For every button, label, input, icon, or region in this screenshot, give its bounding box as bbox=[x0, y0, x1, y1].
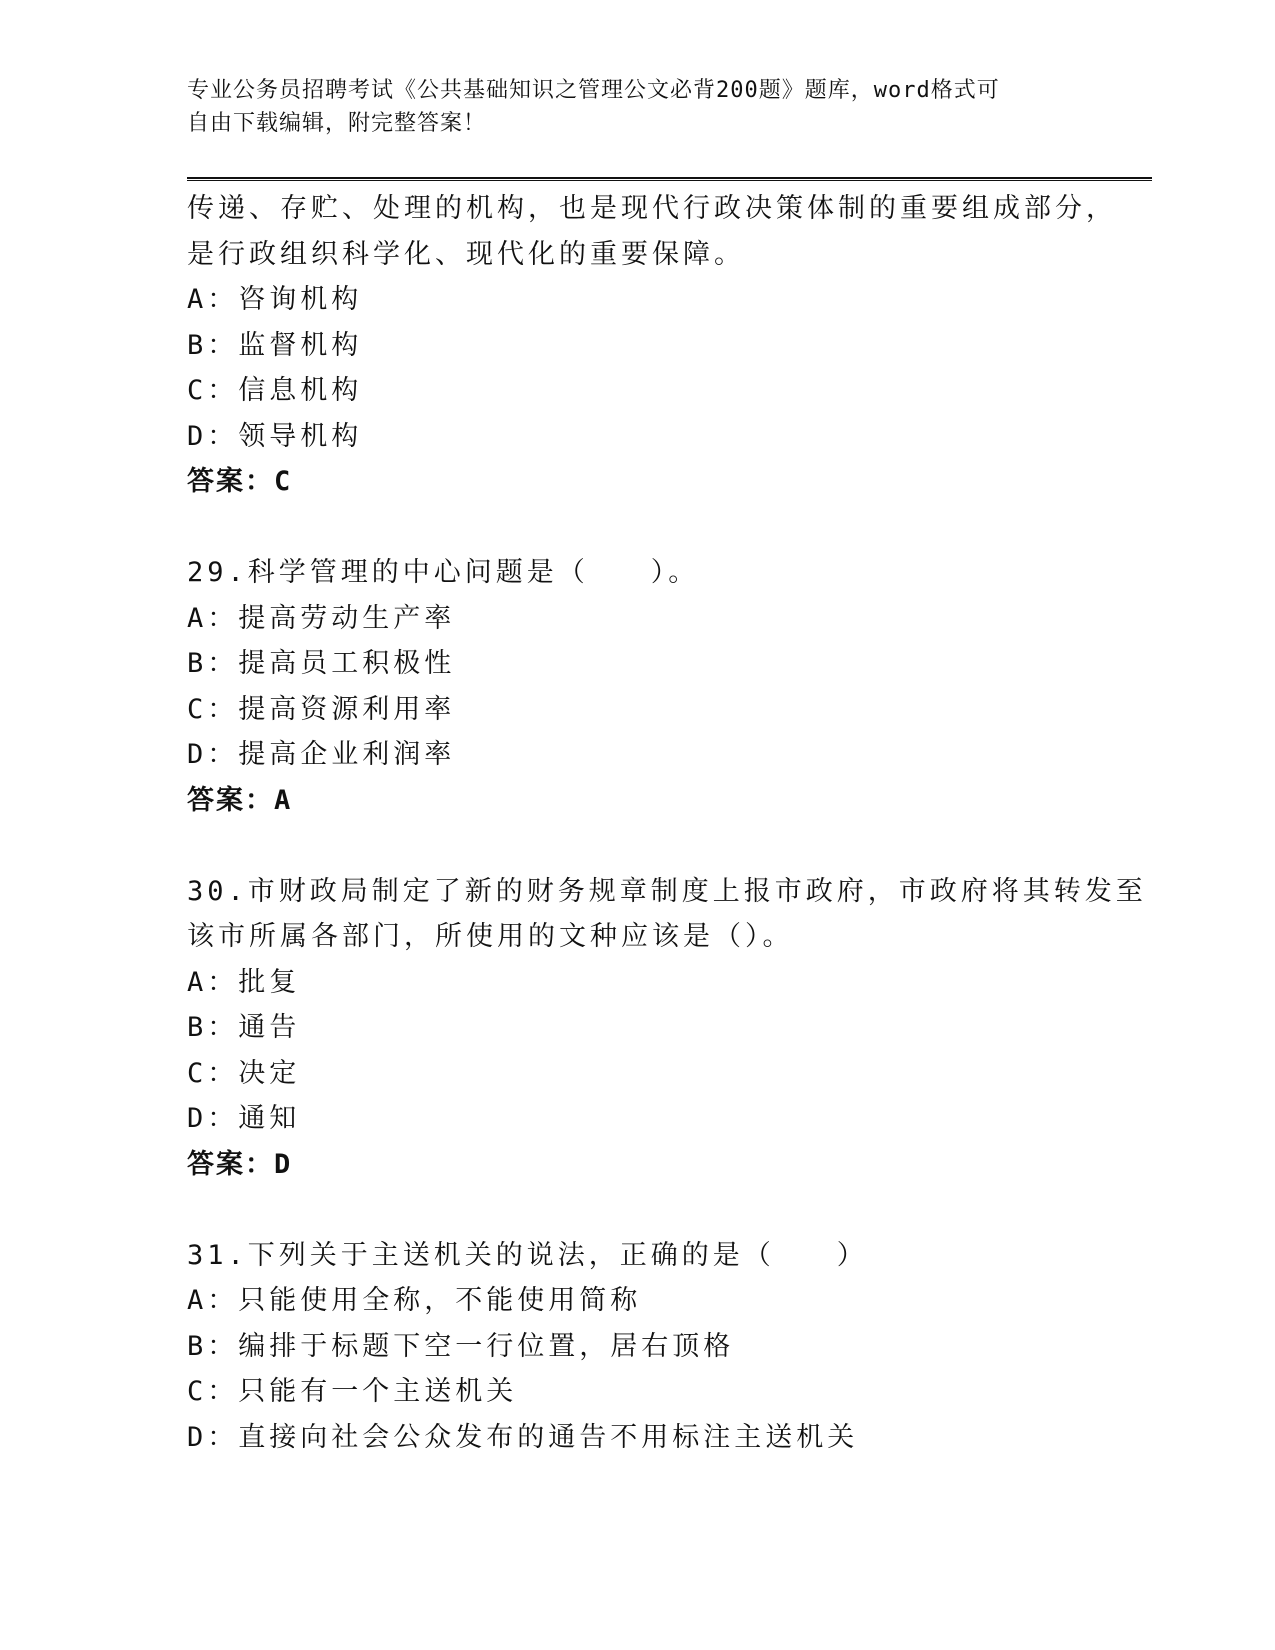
page-header bbox=[187, 74, 1087, 140]
option-c: C：决定 bbox=[187, 1057, 301, 1089]
spacer bbox=[187, 823, 1152, 869]
question-29 bbox=[187, 550, 1152, 823]
question-stem: 31.下列关于主送机关的说法，正确的是（ ） bbox=[187, 1239, 868, 1271]
question-list bbox=[187, 186, 1152, 1460]
option-b: B：通告 bbox=[187, 1012, 301, 1043]
question-30 bbox=[187, 869, 1152, 1188]
option-d: D：直接向社会公众发布的通告不用标注主送机关 bbox=[187, 1421, 859, 1453]
question-31 bbox=[187, 1233, 1152, 1461]
option-b: B：编排于标题下空一行位置，居右顶格 bbox=[187, 1330, 735, 1362]
option-c: C：只能有一个主送机关 bbox=[187, 1376, 518, 1407]
option-a: A：提高劳动生产率 bbox=[187, 602, 456, 634]
option-b: B：监督机构 bbox=[187, 329, 363, 361]
option-d: D：提高企业利润率 bbox=[187, 739, 456, 770]
answer: 答案：A bbox=[187, 784, 293, 816]
question-stem: 该市所属各部门，所使用的文种应该是（）。 bbox=[187, 921, 794, 952]
header-line-2: 自由下载编辑，附完整答案！ bbox=[187, 111, 487, 136]
option-d: D：领导机构 bbox=[187, 420, 363, 452]
answer: 答案：D bbox=[187, 1148, 293, 1180]
answer: 答案：C bbox=[187, 466, 293, 497]
spacer bbox=[187, 1187, 1152, 1233]
option-a: A：咨询机构 bbox=[187, 284, 363, 315]
option-c: C：信息机构 bbox=[187, 375, 363, 406]
option-a: A：批复 bbox=[187, 966, 301, 998]
option-c: C：提高资源利用率 bbox=[187, 693, 456, 725]
question-28 bbox=[187, 186, 1152, 505]
question-stem: 是行政组织科学化、现代化的重要保障。 bbox=[187, 238, 745, 270]
option-a: A：只能使用全称，不能使用简称 bbox=[187, 1285, 642, 1316]
header-line-1: 专业公务员招聘考试《公共基础知识之管理公文必背200题》题库，word格式可 bbox=[187, 78, 1000, 103]
question-stem: 29.科学管理的中心问题是（ ）。 bbox=[187, 557, 700, 588]
option-b: B：提高员工积极性 bbox=[187, 648, 456, 679]
header-divider bbox=[187, 177, 1152, 181]
question-stem: 30.市财政局制定了新的财务规章制度上报市政府，市政府将其转发至 bbox=[187, 875, 1147, 907]
option-d: D：通知 bbox=[187, 1103, 301, 1134]
question-stem: 传递、存贮、处理的机构，也是现代行政决策体制的重要组成部分， bbox=[187, 193, 1117, 224]
spacer bbox=[187, 505, 1152, 551]
